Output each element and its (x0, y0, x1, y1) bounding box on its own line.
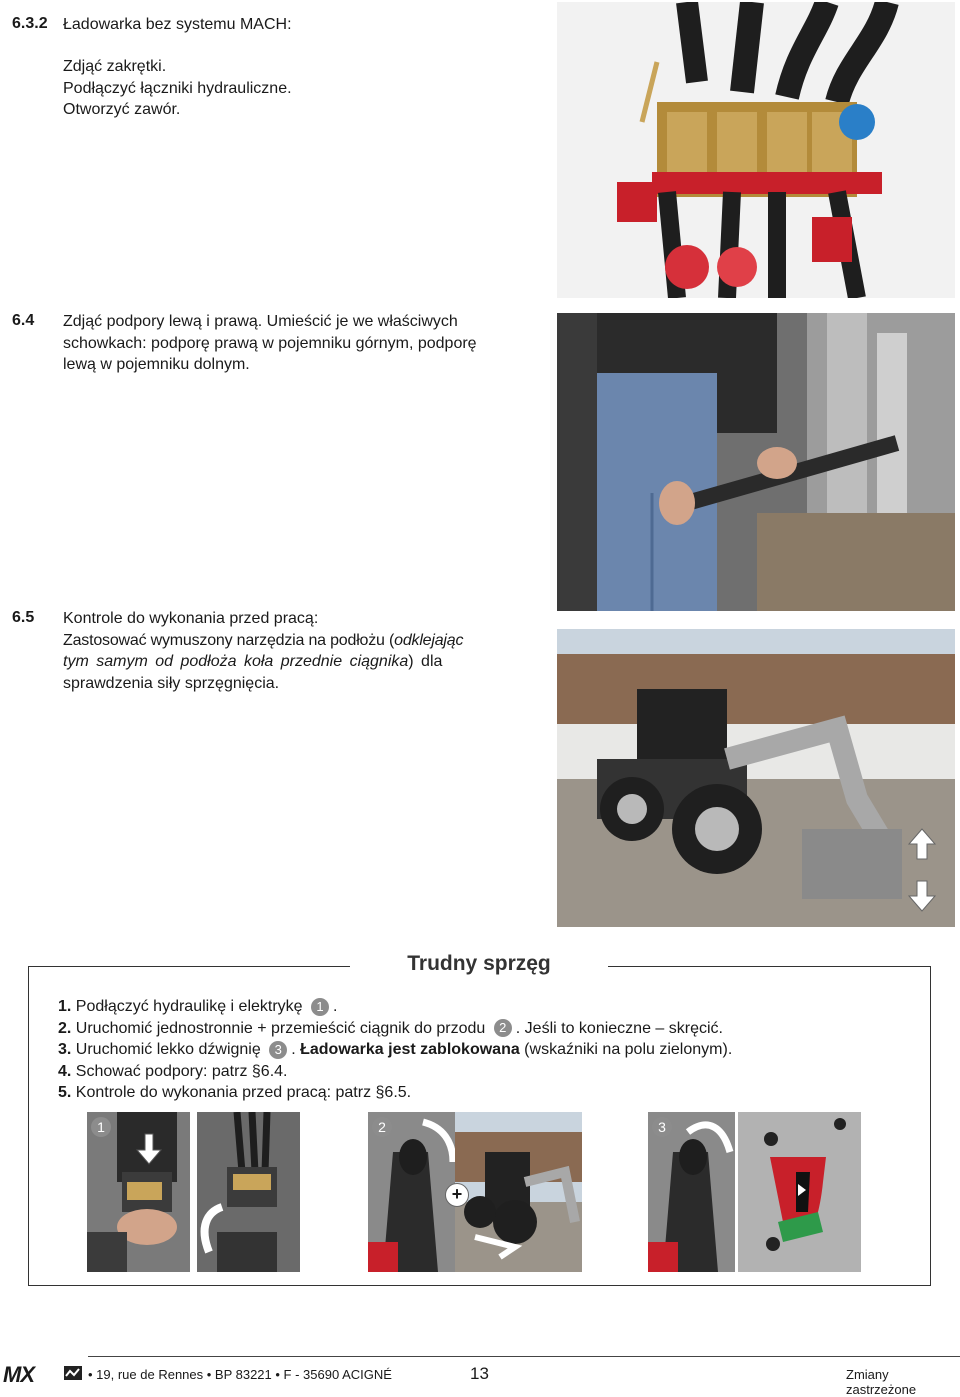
instruction-line: schowkach: podporę prawą w pojemniku górnym, podporę (63, 335, 477, 352)
step-text: (wskaźniki na polu zielonym). (519, 1041, 733, 1058)
instruction-line: sprawdzenia siły sprzęgnięcia. (63, 675, 280, 692)
section-number-6-4: 6.4 (12, 312, 35, 329)
instruction-line: Zdjąć podpory lewą i prawą. Umieścić je we właściwych (63, 313, 458, 330)
italic-text: odklejając (394, 632, 464, 649)
step-text: Uruchomić jednostronnie + przemieścić ciągnik do przodu (75, 1019, 486, 1037)
step-2-photo-b (455, 1112, 582, 1272)
text-run: Zastosować wymuszony narzędzia na podłożu ( (63, 632, 395, 649)
step-number: 2. (58, 1019, 72, 1037)
footer-divider (88, 1356, 960, 1357)
photo-label-badge: 2 (372, 1117, 392, 1137)
step-number: 3. (58, 1041, 72, 1058)
plus-sign: + (445, 1183, 469, 1207)
step-4 (58, 1061, 732, 1083)
section-title-6-3-2: Ładowarka bez systemu MACH: (63, 16, 292, 33)
step-text: . (333, 998, 338, 1015)
step-2 (58, 1018, 732, 1040)
step-text: Schować podpory: patrz §6.4. (75, 1062, 288, 1080)
footer-rights: Zmiany zastrzeżone (846, 1367, 917, 1397)
support-removal-photo (557, 313, 955, 611)
section-number-6-5: 6.5 (12, 609, 35, 626)
instruction-line: Podłączyć łączniki hydrauliczne. (63, 80, 292, 97)
footer-address: • 19, rue de Rennes • BP 83221 • F - 35690 ACIGNÉ (88, 1367, 392, 1382)
step-1-photo-b (197, 1112, 300, 1272)
step-5 (58, 1082, 732, 1104)
instruction-line: lewą w pojemniku dolnym. (63, 356, 250, 373)
instruction-line (63, 651, 442, 673)
step-3-photo-b (738, 1112, 861, 1272)
footer-logo: MX (3, 1362, 34, 1387)
step-badge: 1 (311, 998, 329, 1016)
step-text: Kontrole do wykonania przed pracą: patrz §6.5. (75, 1084, 412, 1101)
step-text: . (291, 1041, 301, 1058)
step-number: 5. (58, 1084, 72, 1101)
box-title: Trudny sprzęg (350, 952, 608, 976)
instruction-line (63, 630, 463, 652)
step-badge: 3 (269, 1041, 287, 1059)
step-3 (58, 1039, 732, 1061)
instruction-line: Kontrole do wykonania przed pracą: (63, 610, 319, 627)
logo-mark-icon (64, 1366, 82, 1380)
instruction-line: Otworzyć zawór. (63, 101, 181, 118)
step-text: Podłączyć hydraulikę i elektrykę (75, 998, 303, 1015)
text-run: ) dla (408, 653, 443, 670)
steps-list (58, 996, 732, 1104)
step-badge: 2 (494, 1019, 512, 1037)
tractor-loader-photo (557, 629, 955, 927)
page-number: 13 (470, 1364, 489, 1383)
section-number-6-3-2: 6.3.2 (12, 15, 48, 32)
step-text: . Jeśli to konieczne – skręcić. (515, 1019, 723, 1037)
photo-label-badge: 1 (91, 1117, 111, 1137)
step-bold-text: Ładowarka jest zablokowana (300, 1041, 520, 1058)
photo-label-badge: 3 (652, 1117, 672, 1137)
hydraulic-couplers-photo (557, 2, 955, 298)
step-1 (58, 996, 732, 1018)
italic-text: tym samym od podłoża koła przednie ciągnika (63, 653, 409, 670)
instruction-line: Zdjąć zakrętki. (63, 58, 167, 75)
step-text: Uruchomić lekko dźwignię (75, 1041, 261, 1058)
step-number: 1. (58, 998, 72, 1015)
step-number: 4. (58, 1062, 72, 1080)
